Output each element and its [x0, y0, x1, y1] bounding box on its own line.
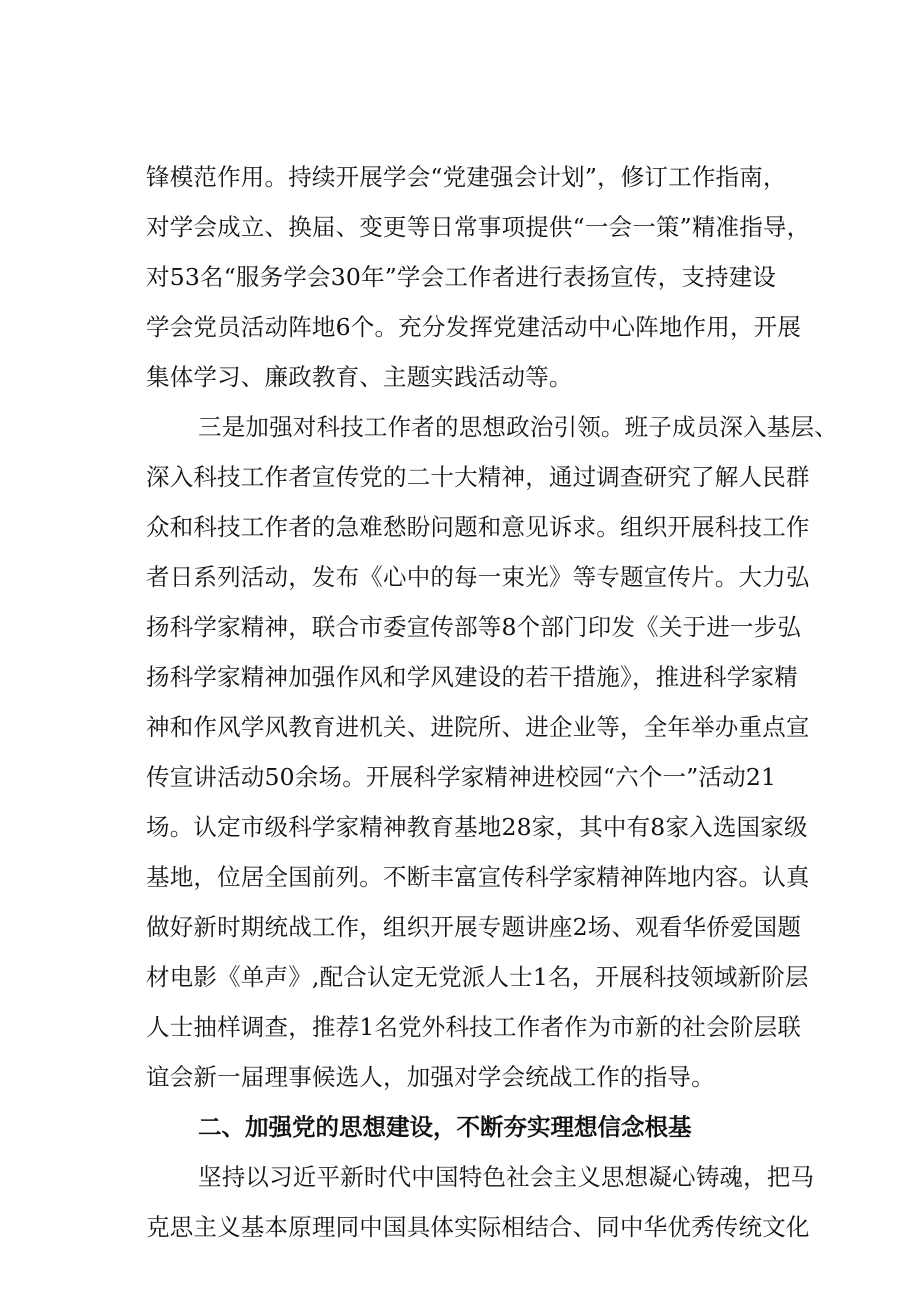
paragraph-line: 深入科技工作者宣传党的二十大精神，通过调查研究了解人民群	[146, 463, 810, 491]
section-heading: 二、加强党的思想建设，不断夯实理想信念根基	[198, 1113, 692, 1141]
paragraph-line: 克思主义基本原理同中国具体实际相结合、同中华优秀传统文化	[146, 1213, 810, 1241]
paragraph-line: 传宣讲活动50余场。开展科学家精神进校园“六个一”活动21	[146, 763, 777, 791]
paragraph-line: 谊会新一届理事候选人，加强对学会统战工作的指导。	[146, 1063, 715, 1091]
paragraph-line: 神和作风学风教育进机关、进院所、进企业等，全年举办重点宣	[146, 713, 810, 741]
paragraph-line: 对53名“服务学会30年”学会工作者进行表扬宣传，支持建设	[146, 263, 777, 291]
paragraph-line: 学会党员活动阵地6个。充分发挥党建活动中心阵地作用，开展	[146, 313, 802, 341]
paragraph-line: 做好新时期统战工作，组织开展专题讲座2场、观看华侨爱国题	[146, 913, 802, 941]
paragraph-line: 材电影《单声》,配合认定无党派人士1名，开展科技领域新阶层	[146, 963, 809, 991]
paragraph-line: 扬科学家精神加强作风和学风建设的若干措施》，推进科学家精	[146, 663, 798, 691]
paragraph-line: 人士抽样调查，推荐1名党外科技工作者作为市新的社会阶层联	[146, 1013, 802, 1041]
paragraph-line: 者日系列活动，发布《心中的每一束光》等专题宣传片。大力弘	[146, 563, 810, 591]
paragraph-line: 众和科技工作者的急难愁盼问题和意见诉求。组织开展科技工作	[146, 513, 810, 541]
paragraph-line: 对学会成立、换届、变更等日常事项提供“一会一策”精准指导，	[146, 213, 811, 241]
paragraph-line: 扬科学家精神，联合市委宣传部等8个部门印发《关于进一步弘	[146, 613, 802, 641]
paragraph-line: 坚持以习近平新时代中国特色社会主义思想凝心铸魂，把马	[198, 1163, 815, 1191]
paragraph-line: 集体学习、廉政教育、主题实践活动等。	[146, 363, 573, 391]
paragraph-line: 场。认定市级科学家精神教育基地28家，其中有8家入选国家级	[146, 813, 808, 841]
paragraph-line: 三是加强对科技工作者的思想政治引领。班子成员深入基层、	[198, 413, 838, 441]
paragraph-line: 基地，位居全国前列。不断丰富宣传科学家精神阵地内容。认真	[146, 863, 810, 891]
paragraph-line: 锋模范作用。持续开展学会“党建强会计划”，修订工作指南，	[146, 163, 787, 191]
